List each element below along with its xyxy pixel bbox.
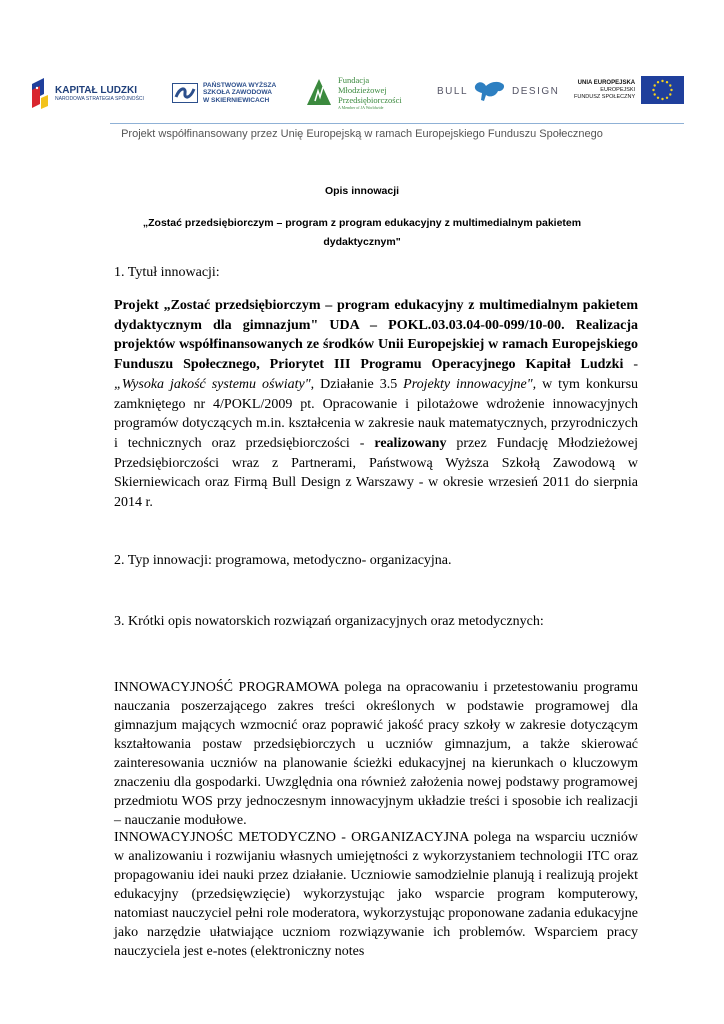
- eu-flag-icon: [641, 76, 684, 104]
- eu-line3: FUNDUSZ SPOŁECZNY: [574, 93, 636, 100]
- bull-design-logo: [437, 78, 559, 104]
- pwsz-line2: SZKOŁA ZAWODOWA: [203, 89, 272, 97]
- project-title-bold: Projekt „Zostać przedsiębiorczym – program edukacyjny z multimedialnym pakietem dydaktycznym dla gimnazjum" UDA – POKL.03.03.04-00-099/10-00. Realizacja projektów współfinansowanych ze środków Unii Europejskiej w ramach Europejskiego Funduszu Społecznego, Priorytet III Programu Operacyjnego Kapitał Ludzki: [114, 298, 638, 373]
- design-text: DESIGN: [512, 85, 560, 97]
- pwsz-line1: PAŃSTWOWA WYŻSZA: [203, 82, 277, 89]
- bull-icon: [472, 78, 508, 104]
- fundacja-tagline: A Member of JA Worldwide: [338, 105, 384, 110]
- realized-bold: realizowany: [374, 435, 447, 451]
- sep-text: -: [623, 357, 638, 373]
- innovation-method-paragraph: INNOWACYJNOŚC METODYCZNO - ORGANIZACYJNA polega na wsparciu uczniów w analizowaniu i rozwijaniu własnych umiejętności z wykorzystaniem technologii ITC oraz propagowaniu idei nauki przez działanie. Uczniowie samodzielnie planują i realizują projekt edukacyjny (przedsięwzięcie) wykorzystując jako wsparcie program komputerowy, natomiast nauczyciel pełni role moderatora, wykorzystując proponowane zadania edukacyjne jako narzędzie ułatwiające uczniom rozwiązywanie ich problemów. Wsparciem pracy nauczyciela jest e-notes (elektroniczny notes: [114, 830, 638, 959]
- fundacja-logo: [306, 75, 402, 110]
- partners-text: przez Fundację Młodzieżowej Przedsiębiorczości wraz z Partnerami, Państwową Wyższa Szkołą Zawodową w Skierniewicach oraz Firmą Bull Design z Warszawy - w okresie wrzesień 2011 do sierpnia 2014 r.: [114, 435, 638, 511]
- kapital-ludzki-name: KAPITAŁ LUDZKI: [55, 84, 138, 96]
- kapital-ludzki-logo: [30, 76, 144, 110]
- section1-paragraph: [114, 296, 638, 513]
- pwsz-line3: W SKIERNIEWICACH: [203, 96, 270, 104]
- fundacja-emblem-icon: [306, 77, 332, 109]
- pwsz-logo: [172, 82, 276, 104]
- innovative-projects-italic: Projekty innowacyjne",: [403, 376, 537, 392]
- fundacja-line3: Przedsiębiorczości: [338, 95, 402, 105]
- innovation-program-paragraph: INNOWACYJNOŚĆ PROGRAMOWA polega na opracowaniu i przetestowaniu programu nauczania poszerzającego zakres treści określonych w podstawie programowej dla gimnazjum mających wzmocnić oraz poprawić jakość pracy szkoły w zakresie dotyczącym kształtowania postaw przedsiębiorczych u uczniów gimnazjum, a także skierować zainteresowania uczniów na planowanie ścieżki edukacyjnej na kierunkach o kluczowym znaczeniu dla gospodarki. Uwzględnia ona również założenia nowej podstawy programowej przedmiotu WOS przy jednoczesnym innowacyjnym układzie treści i sposobie ich realizacji – nauczanie modułowe.: [114, 680, 638, 828]
- document-title: Opis innowacji: [324, 185, 400, 197]
- header-divider: [110, 123, 684, 124]
- kapital-ludzki-emblem: [30, 76, 50, 110]
- cofinancing-caption: Projekt współfinansowany przez Unię Europejską w ramach Europejskiego Funduszu Społecznego: [121, 128, 603, 140]
- eu-line2: EUROPEJSKI: [600, 86, 636, 93]
- fundacja-line1: Fundacja: [338, 75, 370, 85]
- action-text: , Działanie 3.5: [310, 376, 404, 392]
- document-subtitle: „Zostać przedsiębiorczym – program z program edukacyjny z multimedialnym pakietem dydaktycznym": [142, 217, 582, 248]
- section1-heading: 1. Tytuł innowacji:: [114, 265, 220, 280]
- section3-heading: 3. Krótki opis nowatorskich rozwiązań organizacyjnych oraz metodycznych:: [114, 614, 544, 629]
- eu-logo: [574, 76, 684, 104]
- fundacja-line2: Młodzieżowej: [338, 85, 387, 95]
- pwsz-emblem-icon: [172, 83, 198, 103]
- section2-text: 2. Typ innowacji: programowa, metodyczno- organizacyjna.: [114, 553, 452, 568]
- logo-bar: [0, 70, 724, 120]
- priority-name-italic: „Wysoka jakość systemu oświaty": [114, 376, 311, 392]
- eu-line1: UNIA EUROPEJSKA: [577, 79, 636, 86]
- kapital-ludzki-subtitle: NARODOWA STRATEGIA SPÓJNOŚCI: [55, 95, 144, 102]
- contest-text: w tym konkursu zamkniętego nr 4/POKL/2009 pt. Opracowanie i pilotażowe wdrożenie innowacyjnych programów dotyczących m.in. kształcenia w zakresie nauk matematycznych, przyrodniczych i technicznych oraz przedsiębiorczości -: [114, 376, 639, 451]
- bull-text: BULL: [437, 85, 469, 97]
